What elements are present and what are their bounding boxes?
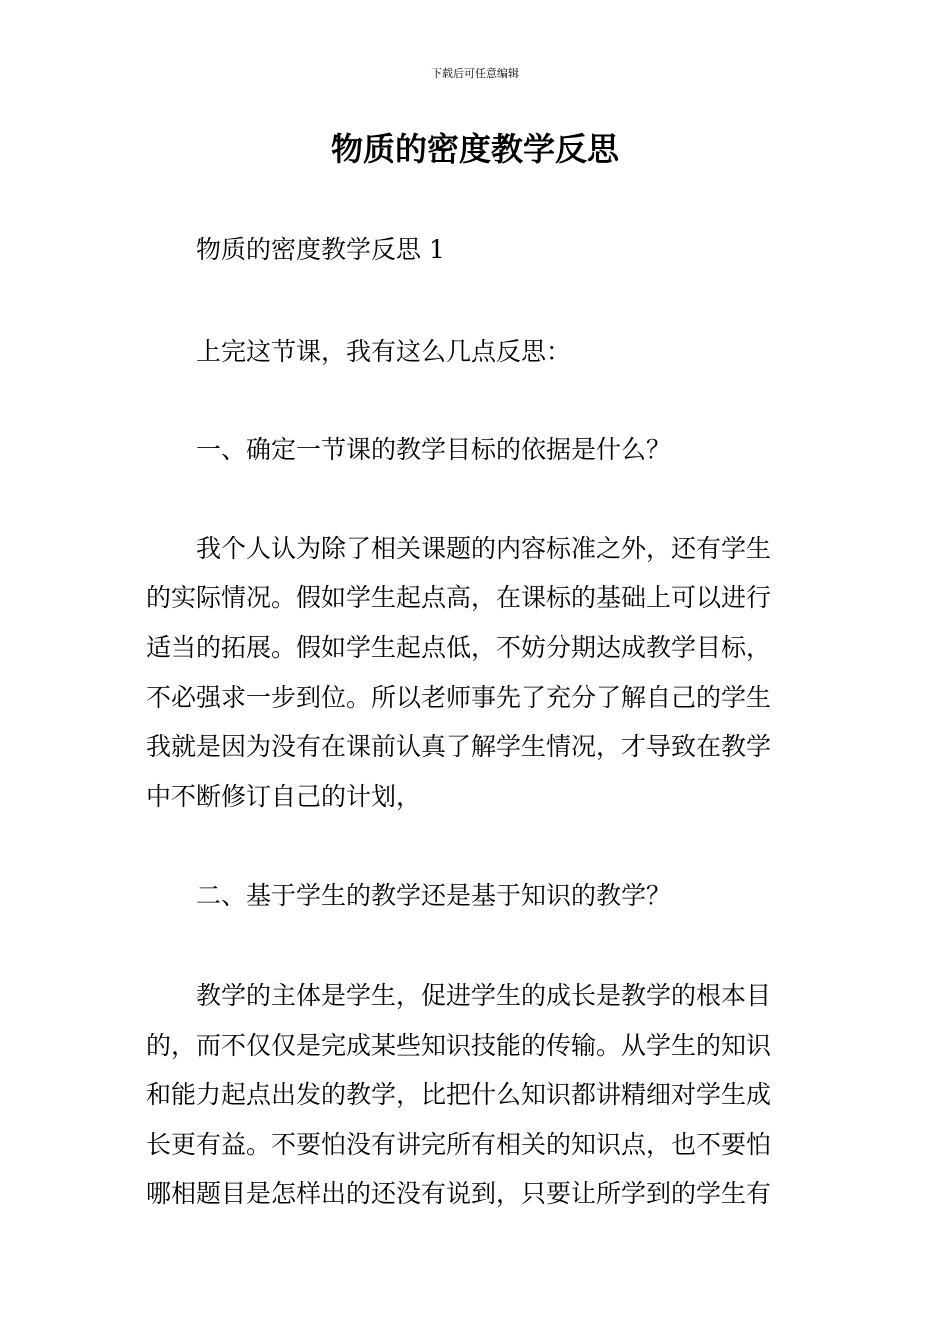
point1-line: 我个人认为除了相关课题的内容标准之外，还有学生 xyxy=(196,534,772,563)
point2-heading: 二、基于学生的教学还是基于知识的教学？ xyxy=(196,881,672,910)
intro-paragraph: 上完这节课，我有这么几点反思： xyxy=(196,337,572,366)
point1-line: 的实际情况。假如学生起点高，在课标的基础上可以进行 xyxy=(146,583,772,612)
point2-line: 哪相题目是怎样出的还没有说到，只要让所学到的学生有 xyxy=(146,1179,772,1208)
point1-line: 不必强求一步到位。所以老师事先了充分了解自己的学生 xyxy=(146,683,772,712)
section-heading: 物质的密度教学反思 1 xyxy=(196,235,445,264)
point2-line: 长更有益。不要怕没有讲完所有相关的知识点，也不要怕 xyxy=(146,1130,772,1159)
point2-line: 和能力起点出发的教学，比把什么知识都讲精细对学生成 xyxy=(146,1080,772,1109)
point2-line: 教学的主体是学生，促进学生的成长是教学的根本目 xyxy=(196,981,772,1010)
point2-line: 的，而不仅仅是完成某些知识技能的传输。从学生的知识 xyxy=(146,1031,772,1060)
point1-heading: 一、确定一节课的教学目标的依据是什么？ xyxy=(196,435,672,464)
point1-line: 我就是因为没有在课前认真了解学生情况，才导致在教学 xyxy=(146,732,772,761)
header-note: 下载后可任意编辑 xyxy=(431,67,519,80)
point1-line: 中不断修订自己的计划， xyxy=(146,782,422,811)
document-title: 物质的密度教学反思 xyxy=(330,130,619,168)
point1-line: 适当的拓展。假如学生起点低，不妨分期达成教学目标， xyxy=(146,633,772,662)
